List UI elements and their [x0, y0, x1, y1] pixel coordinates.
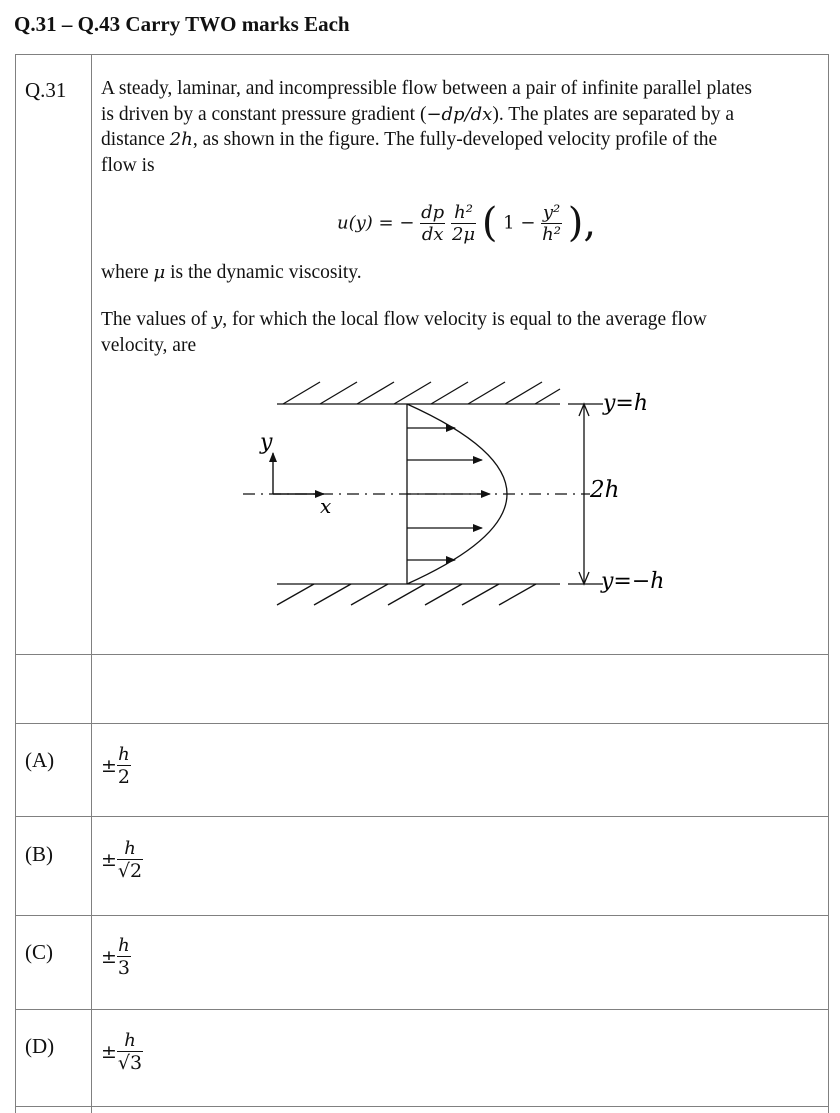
- viscosity-note: where μ is the dynamic viscosity.: [101, 262, 362, 283]
- option-c-value: ± $\frac{h}{3}$: [101, 935, 131, 979]
- table-rule: [15, 723, 829, 724]
- option-a-value: ± $\frac{h}{2}$: [101, 744, 131, 788]
- bottom-plate: [277, 584, 560, 605]
- channel-flow-figure: [15, 54, 829, 654]
- option-b-value: ± $\frac{h}{√2}$: [101, 838, 143, 882]
- question-ask: The values of y, for which the local flow velocity is equal to the average flow velocity, are: [101, 309, 707, 356]
- question-intro: A steady, laminar, and incompressible flow between a pair of infinite parallel plates is driven by a constant pressure gradient (−dp/dx). The plates are separated by a distance 2h, as shown in the figure. The fully-developed velocity profile of the flow is: [101, 78, 752, 176]
- top-plate: [277, 382, 560, 404]
- x-axis-label: x: [320, 494, 332, 518]
- bottom-wall-label: y=−h: [601, 569, 665, 594]
- y-axis-label: y: [260, 430, 273, 455]
- table-rule: [15, 915, 829, 916]
- question-number: Q.31: [25, 78, 67, 102]
- option-d-value: ± $\frac{h}{√3}$: [101, 1030, 143, 1074]
- table-rule: [15, 654, 829, 655]
- option-d-label: (D): [25, 1034, 55, 1058]
- option-a-label: (A): [25, 748, 55, 772]
- option-c-label: (C): [25, 940, 53, 964]
- option-b-label: (B): [25, 842, 53, 866]
- gap-label: 2h: [590, 477, 620, 503]
- section-title: Q.31 – Q.43 Carry TWO marks Each: [14, 12, 350, 36]
- table-rule: [15, 1106, 829, 1107]
- question-table: [15, 54, 829, 1113]
- velocity-arrows: [407, 428, 490, 560]
- table-rule: [15, 816, 829, 817]
- table-rule: [15, 1009, 829, 1010]
- velocity-profile-equation: u(y) = − $\frac{dp}{dx}$ $\frac{\text{h²}}{2\mu}$ ( 1 − $\frac{\text{y²}}{\text{h²}}$ ),: [337, 200, 597, 246]
- top-wall-label: y=h: [603, 391, 649, 416]
